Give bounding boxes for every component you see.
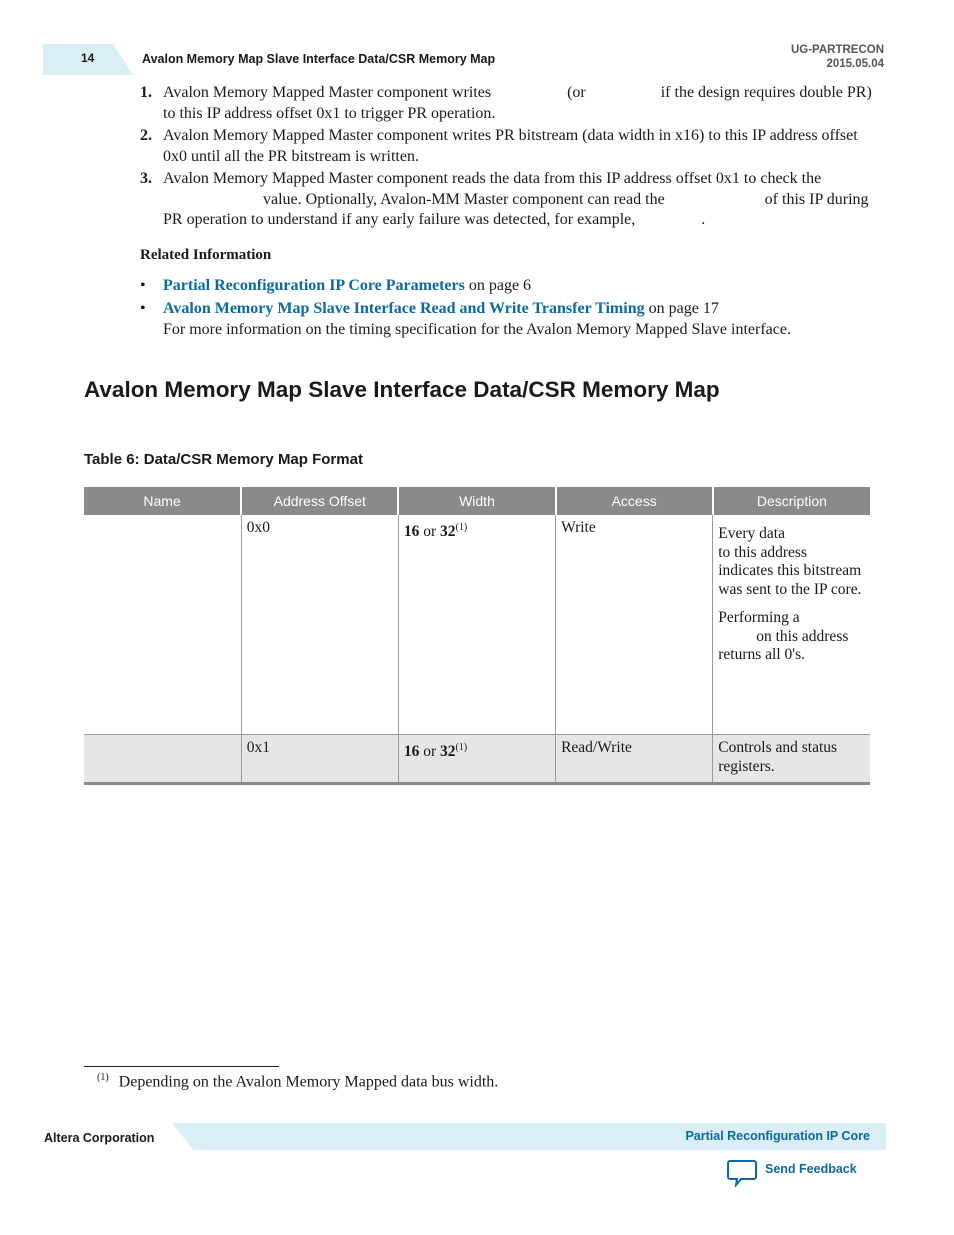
- col-header-description: Description: [713, 487, 870, 515]
- memory-map-table: [84, 487, 870, 785]
- step-text-part: (or: [567, 84, 586, 101]
- cell-width: [398, 735, 555, 784]
- cell-width: [398, 515, 555, 735]
- cell-offset: 0x0: [241, 515, 398, 735]
- desc-paragraph: [718, 609, 865, 665]
- related-info-heading: Related Information: [140, 247, 272, 263]
- cell-description: Controls and status registers.: [713, 735, 870, 784]
- footnote: [97, 1072, 498, 1091]
- step-3: [140, 169, 875, 231]
- link-ip-core-parameters[interactable]: Partial Reconfiguration IP Core Parameters: [163, 277, 465, 294]
- footer-company: Altera Corporation: [44, 1131, 155, 1145]
- link-read-write-timing[interactable]: Avalon Memory Map Slave Interface Read and Write Transfer Timing: [163, 300, 645, 317]
- step-1: [140, 83, 875, 124]
- step-text-part: Avalon Memory Mapped Master component writes: [163, 84, 492, 101]
- link-note: For more information on the timing specification for the Avalon Memory Mapped Slave interface.: [163, 321, 791, 338]
- table-header-row: [84, 487, 870, 515]
- step-text-part: of this IP during PR operation to understand if any early failure was detected, for example,: [163, 190, 869, 228]
- step-number: 1.: [140, 84, 152, 101]
- step-text: [163, 169, 875, 231]
- step-text-part: value. Optionally, Avalon-MM Master component can read the: [263, 190, 665, 208]
- step-number: 3.: [140, 170, 152, 187]
- width-value: 32: [440, 743, 456, 761]
- step-text-part: .: [701, 211, 706, 228]
- desc-text: Performing a: [718, 609, 800, 626]
- table-row: [84, 515, 870, 735]
- related-link-item: [140, 298, 875, 340]
- desc-text: on this address returns all 0's.: [718, 627, 849, 663]
- col-header-offset: Address Offset: [241, 487, 398, 515]
- doc-date: 2015.05.04: [826, 58, 884, 70]
- footer-product: Partial Reconfiguration IP Core: [685, 1129, 870, 1143]
- col-header-name: Name: [84, 487, 241, 515]
- cell-description: [713, 515, 870, 735]
- step-number: 2.: [140, 127, 152, 144]
- cell-name: [84, 735, 241, 784]
- footnote-text: Depending on the Avalon Memory Mapped data bus width.: [118, 1073, 499, 1091]
- cell-name: [84, 515, 241, 735]
- width-or: or: [423, 743, 437, 761]
- cell-access: Write: [556, 515, 713, 735]
- step-text: Avalon Memory Mapped Master component writes PR bitstream (data width in x16) to this IP address offset 0x0 until all the PR bitstream is written.: [163, 127, 858, 165]
- col-header-access: Access: [556, 487, 713, 515]
- width-or: or: [423, 523, 437, 541]
- link-page-ref: on page 17: [648, 300, 719, 317]
- header-doc-info: [791, 43, 884, 71]
- table-row: [84, 735, 870, 784]
- footnote-ref[interactable]: (1): [455, 742, 468, 753]
- related-links: [140, 275, 875, 342]
- cell-access: Read/Write: [556, 735, 713, 784]
- related-link-item: [140, 275, 875, 296]
- col-header-width: Width: [398, 487, 555, 515]
- table-caption: Table 6: Data/CSR Memory Map Format: [84, 451, 363, 468]
- procedure-steps: [140, 83, 875, 233]
- width-value: 16: [403, 743, 420, 761]
- speech-bubble-icon[interactable]: [727, 1159, 757, 1187]
- footnote-mark: (1): [97, 1072, 109, 1083]
- step-2: [140, 126, 875, 167]
- footnote-ref[interactable]: (1): [455, 522, 468, 533]
- step-text-part: if the design requires double PR) to this IP address offset 0x1 to trigger PR operation.: [163, 84, 872, 122]
- desc-text: to this address indicates this bitstream was sent to the IP core.: [718, 543, 862, 598]
- width-value: 32: [440, 523, 456, 541]
- step-text-part: Avalon Memory Mapped Master component reads the data from this IP address offset 0x1 to check the: [163, 170, 822, 187]
- section-heading: Avalon Memory Map Slave Interface Data/CSR Memory Map: [84, 377, 720, 402]
- footnote-rule: [84, 1066, 279, 1067]
- page-number: 14: [81, 51, 95, 65]
- cell-offset: 0x1: [241, 735, 398, 784]
- desc-text: Every data: [718, 525, 785, 542]
- bullet: •: [140, 277, 146, 294]
- header-section-title: Avalon Memory Map Slave Interface Data/CSR Memory Map: [142, 52, 496, 66]
- desc-paragraph: [718, 525, 865, 599]
- send-feedback-link[interactable]: Send Feedback: [765, 1162, 857, 1176]
- link-page-ref: on page 6: [468, 277, 532, 294]
- bullet: •: [140, 300, 146, 317]
- doc-id: UG-PARTRECON: [790, 44, 884, 56]
- step-text: [163, 83, 875, 124]
- width-value: 16: [403, 523, 420, 541]
